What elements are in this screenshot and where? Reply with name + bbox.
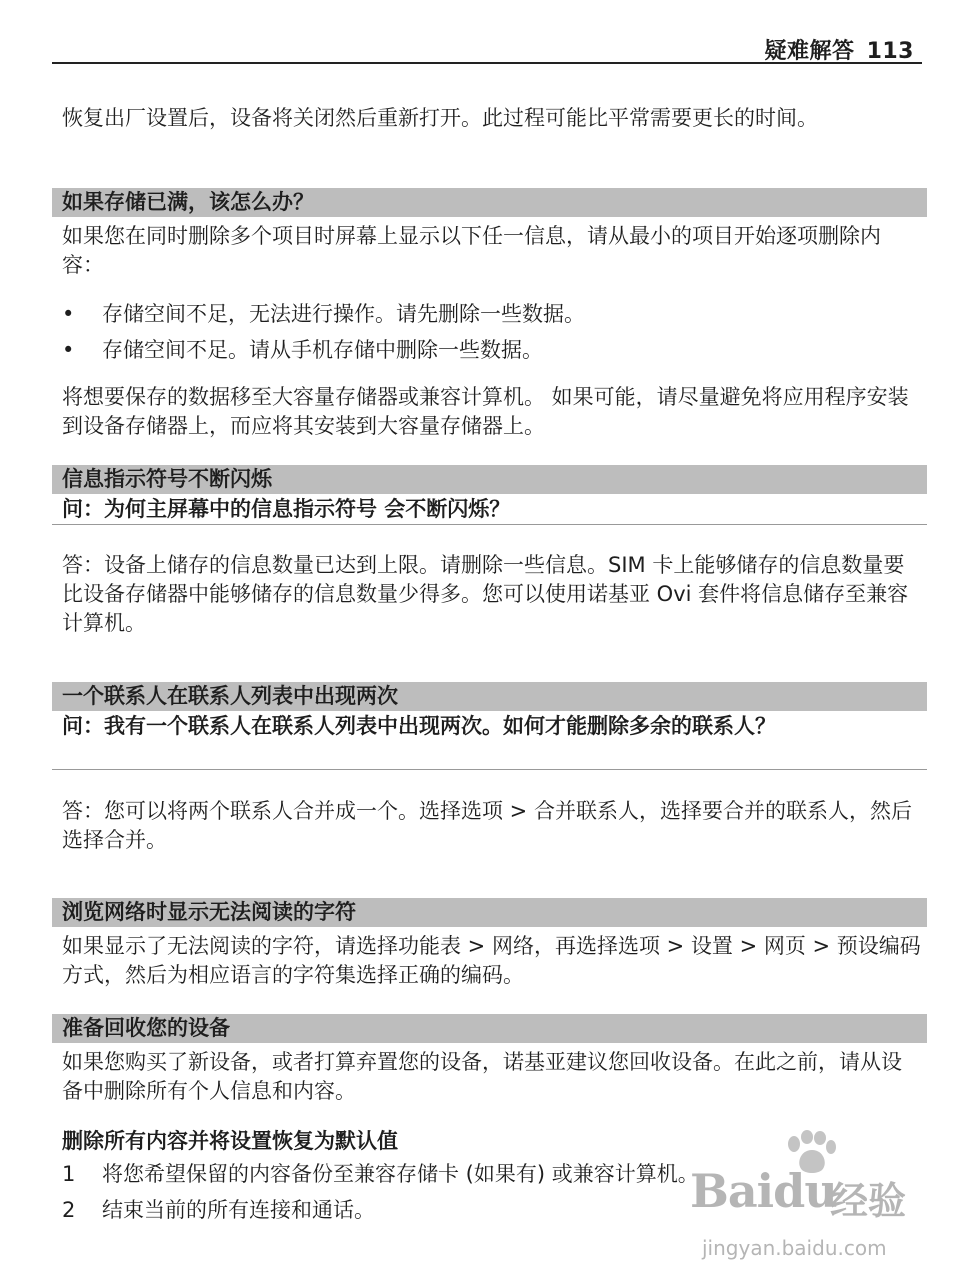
browser-paragraph: 如果显示了无法阅读的字符，请选择功能表 > 网络，再选择选项 > 设置 > 网页 > 预设编码方式，然后为相应语言的字符集选择正确的编码。 xyxy=(62,934,921,987)
chapter-title: 疑难解答 xyxy=(764,39,855,64)
contact-question: 问：我有一个联系人在联系人列表中出现两次。如何才能删除多余的联系人？ xyxy=(62,714,776,738)
bullet-icon: • xyxy=(62,338,75,362)
watermark-url: jingyan.baidu.com xyxy=(702,1236,887,1260)
section-heading-storage: 如果存储已满，该怎么办？ xyxy=(52,188,927,217)
section-heading-recycle: 准备回收您的设备 xyxy=(52,1014,927,1043)
indicator-question: 问：为何主屏幕中的信息指示符号 会不断闪烁？ xyxy=(62,497,511,521)
bullet-icon: • xyxy=(62,302,75,326)
divider xyxy=(52,524,927,525)
watermark-text: 经验 xyxy=(830,1179,907,1223)
step-number: 2 xyxy=(62,1198,76,1222)
intro-paragraph: 恢复出厂设置后，设备将关闭然后重新打开。此过程可能比平常需要更长的时间。 xyxy=(62,106,818,130)
contact-answer: 答：您可以将两个联系人合并成一个。选择选项 > 合并联系人，选择要合并的联系人，然后选择合并。 xyxy=(62,799,912,852)
divider xyxy=(52,769,927,770)
page-header xyxy=(52,30,922,64)
step-number: 1 xyxy=(62,1162,76,1186)
indicator-answer: 答：设备上储存的信息数量已达到上限。请删除一些信息。SIM 卡上能够储存的信息数量要比设备存储器中能够储存的信息数量少得多。您可以使用诺基亚 Ovi 套件将信息储存至兼容计算机。 xyxy=(62,553,909,635)
subheading-reset: 删除所有内容并将设置恢复为默认值 xyxy=(62,1129,398,1153)
page-number: 113 xyxy=(866,39,914,64)
baidu-watermark xyxy=(690,1130,930,1270)
section-heading-browser: 浏览网络时显示无法阅读的字符 xyxy=(52,898,927,927)
section-heading-contact: 一个联系人在联系人列表中出现两次 xyxy=(52,682,927,711)
document-page: 疑难解答 113 恢复出厂设置后，设备将关闭然后重新打开。此过程可能比平常需要更长的时间。 如果存储已满，该怎么办？ 如果您在同时删除多个项目时屏幕上显示以下任一信息，请从最小的项目开始逐项删除内容： • 存储空间不足，无法进行操作。请先删除一些数据。 • 存储空间不足。请从手机存储中删除一些数据。 将想要保存的数据移至大容量存储器或兼容计算机。 如果可能，请尽量避免将应用程序安装到设备存储器上，而应将其安装到大容量存储器上。 信息指示符号不断闪烁 问：为何主屏幕中的信息指示符号 会不断闪烁？ 答：设备上储存的信息数量已达到上限。请删除一些信息。SIM 卡上能够储存的信息数量要比设备存储器中能够储存的信息数量少得多。您可以使用诺基亚 Ovi 套件将信息储存至兼容计算机。 一个联系人在联系人列表中出现两次 问：我有一个联系人在联系人列表中出现两次。如何才能删除多余的联系人？ 答：您可以将两个联系人合并成一个。选择选项 > 合并联系人，选择要合并的联系人，然后选择合并。 浏览网络时显示无法阅读的字符 如果显示了无法阅读的字符，请选择功能表 > 网络，再选择选项 > 设置 > 网页 > 预设编码方式，然后为相应语言的字符集选择正确的编码。 准备回收您的设备 如果您购买了新设备，或者打算弃置您的设备，诺基亚建议您回收设备。在此之前，请从设备中删除所有个人信息和内容。 删除所有内容并将设置恢复为默认值 1 将您希望保留的内容备份至兼容存储卡 (如果有) 或兼容计算机。 2 结束当前的所有连接和通话。 Baidu 经验 jingyan.baidu.com xyxy=(0,0,971,1280)
recycle-paragraph: 如果您购买了新设备，或者打算弃置您的设备，诺基亚建议您回收设备。在此之前，请从设备中删除所有个人信息和内容。 xyxy=(62,1050,902,1103)
storage-paragraph: 如果您在同时删除多个项目时屏幕上显示以下任一信息，请从最小的项目开始逐项删除内容： xyxy=(62,224,881,277)
storage-after-paragraph: 将想要保存的数据移至大容量存储器或兼容计算机。 如果可能，请尽量避免将应用程序安装到设备存储器上，而应将其安装到大容量存储器上。 xyxy=(62,385,909,438)
section-heading-indicator: 信息指示符号不断闪烁 xyxy=(52,465,927,494)
watermark-logo: Baidu xyxy=(690,1164,837,1218)
